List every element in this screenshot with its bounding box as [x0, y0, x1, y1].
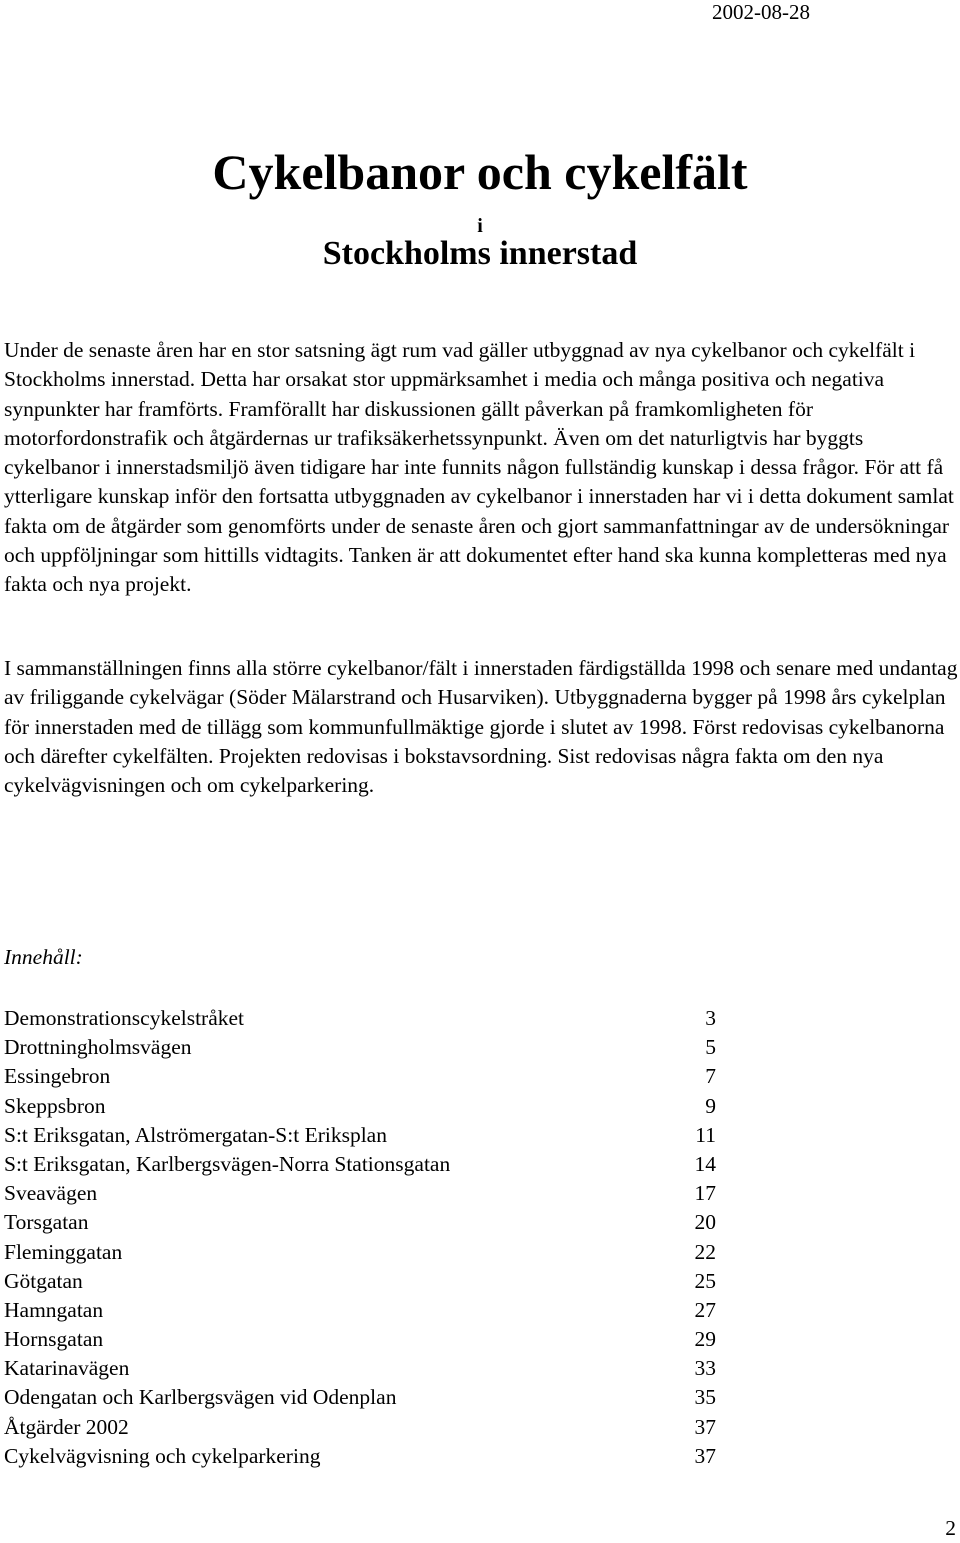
toc-item: [4, 1354, 724, 1383]
toc-item-page: 25: [694, 1268, 716, 1293]
toc-item-title: Hamngatan: [4, 1297, 104, 1322]
toc-item: [4, 1267, 724, 1296]
toc-item: [4, 1383, 724, 1412]
toc-heading: Innehåll:: [4, 945, 83, 969]
toc-item-title: Demonstrationscykelstråket: [4, 1006, 245, 1030]
toc-item: [4, 1238, 724, 1267]
toc-item-title: Fleminggatan: [4, 1239, 123, 1264]
toc-item-title: Drottningholmsvägen: [4, 1035, 192, 1060]
toc-item-title: Odengatan och Karlbergsvägen vid Odenplan: [4, 1385, 397, 1410]
toc-item-title: S:t Eriksgatan, Karlbergsvägen-Norra Stationsgatan: [4, 1151, 451, 1176]
document-date: 2002-08-28: [712, 0, 810, 24]
toc-item: [4, 1150, 724, 1179]
toc-item: [4, 1296, 724, 1325]
toc-item-page: 5: [705, 1035, 716, 1060]
toc-item-title: Hornsgatan: [4, 1327, 104, 1352]
toc-item-title: Cykelvägvisning och cykelparkering: [4, 1443, 321, 1468]
toc-item-page: 22: [694, 1239, 716, 1264]
toc-item: [4, 1208, 724, 1237]
toc-item-title: Götgatan: [4, 1268, 83, 1293]
intro-paragraph: Under de senaste åren har en stor satsning ägt rum vad gäller utbyggnad av nya cykelbanor och cykelfält i Stockholms innerstad. Detta har orsakat stor uppmärksamhet i media och många positiva och negativa synpunkter har framförts. Framförallt har diskussionen gällt påverkan på framkomligheten för motorfordonstrafik och åtgärdernas ur trafiksäkerhetssynpunkt. Även om det naturligtvis har byggts cykelbanor i innerstadsmiljö även tidigare har inte funnits någon fullständig kunskap i dessa frågor. För att få ytterligare kunskap inför den fortsatta utbyggnaden av cykelbanor i innerstaden har vi i detta dokument samlat fakta om de åtgärder som genomförts under de senaste åren och gjort sammanfattningar av de undersökningar och uppföljningar som hittills vidtagits. Tanken är att dokumentet efter hand ska kunna kompletteras med nya fakta och nya projekt.: [4, 338, 954, 597]
toc-item-page: 37: [694, 1414, 716, 1439]
toc-item: [4, 1442, 724, 1471]
toc-item-page: 37: [694, 1443, 716, 1468]
toc-item-page: 20: [694, 1210, 716, 1235]
toc-item: [4, 1325, 724, 1354]
toc-item: [4, 1062, 724, 1091]
toc-item: [4, 1033, 724, 1062]
toc-item-page: 33: [694, 1356, 716, 1381]
title-connector: i: [477, 215, 483, 237]
toc-item-page: 29: [694, 1327, 716, 1352]
toc-item-title: Åtgärder 2002: [4, 1414, 129, 1439]
toc-item-page: 7: [705, 1064, 716, 1089]
toc-item-page: 11: [695, 1122, 716, 1147]
page-number: 2: [945, 1516, 956, 1540]
toc-item-title: Katarinavägen: [4, 1356, 130, 1381]
toc-item-page: 9: [705, 1093, 716, 1118]
toc-item-title: Skeppsbron: [4, 1093, 106, 1118]
toc-item: [4, 1121, 724, 1150]
toc-item-page: 14: [694, 1151, 716, 1176]
document-subtitle: Stockholms innerstad: [322, 235, 638, 272]
summary-paragraph: I sammanställningen finns alla större cykelbanor/fält i innerstaden färdigställda 1998 och senare med undantag av friliggande cykelvägar (Söder Mälarstrand och Husarviken). Utbyggnaderna bygger på 1998 års cykelplan för innerstaden med de tillägg som kommunfullmäktige gjorde i slutet av 1998. Först redovisas cykelbanorna och därefter cykelfälten. Projekten redovisas i bokstavsordning. Sist redovisas några fakta om den nya cykelvägvisningen och om cykelparkering.: [4, 656, 958, 798]
toc-item-page: 27: [694, 1297, 716, 1322]
toc-item: [4, 1004, 724, 1033]
toc-item-page: 35: [694, 1385, 716, 1410]
table-of-contents: [4, 1004, 724, 1471]
toc-item: [4, 1179, 724, 1208]
toc-item-page: 3: [705, 1006, 716, 1030]
toc-item-title: S:t Eriksgatan, Alströmergatan-S:t Eriksplan: [4, 1122, 387, 1147]
toc-item: [4, 1413, 724, 1442]
toc-item-title: Torsgatan: [4, 1210, 89, 1235]
toc-item: [4, 1092, 724, 1121]
document-title: Cykelbanor och cykelfält: [212, 144, 748, 200]
toc-item-title: Sveavägen: [4, 1181, 98, 1206]
toc-item-page: 17: [694, 1181, 716, 1206]
toc-item-title: Essingebron: [4, 1064, 111, 1089]
